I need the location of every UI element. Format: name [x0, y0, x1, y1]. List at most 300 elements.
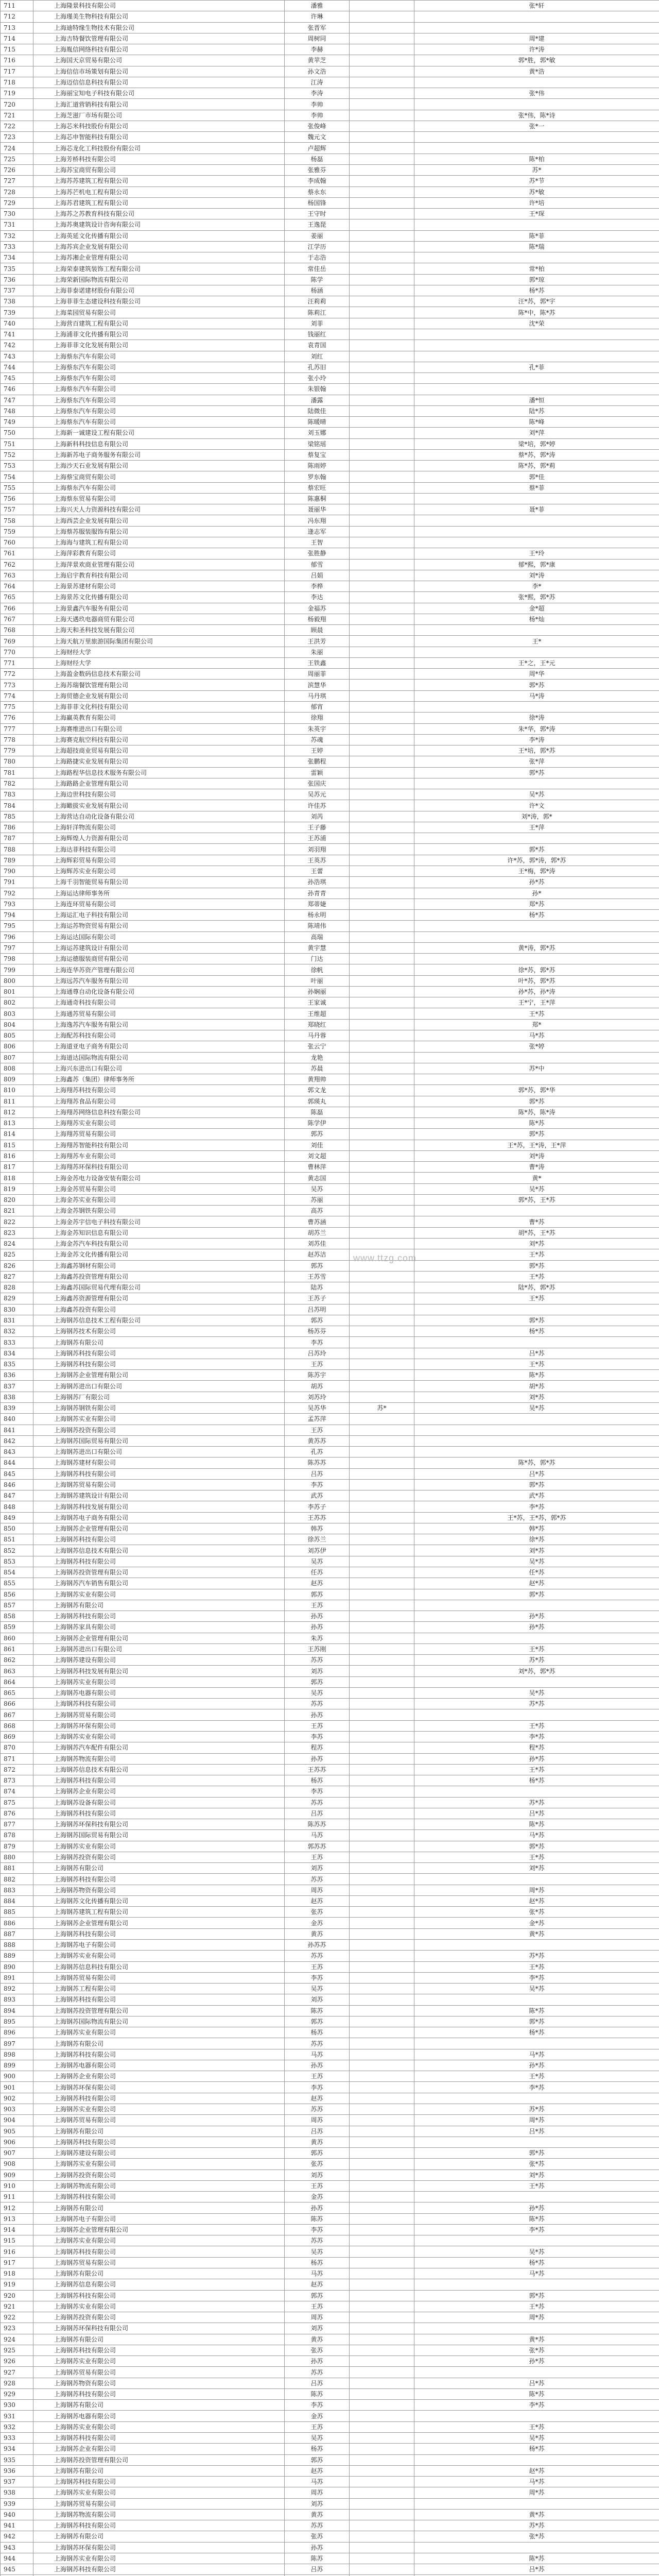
company-name-cell: 上海金苏知识信息有限公司 [33, 1227, 285, 1238]
company-name-cell: 上海钢苏科技有限公司 [33, 2049, 285, 2060]
table-row [1, 197, 659, 208]
row-number-cell: 772 [1, 669, 33, 680]
row-number-cell: 780 [1, 756, 33, 767]
contact-name-cell: 曹苏涵 [285, 1216, 350, 1227]
contact-name-cell: 逢志军 [285, 526, 350, 537]
table-row [1, 1841, 659, 1852]
row-number-cell: 883 [1, 1885, 33, 1895]
table-row [1, 2301, 659, 2312]
extra-name-cell [350, 504, 414, 515]
extra-name-cell [350, 1622, 414, 1633]
company-name-cell: 上海辉彩贸易有限公司 [33, 855, 285, 866]
contact-name-cell: 孙苏 [285, 2202, 350, 2213]
company-name-cell: 上海钢苏企业管理有限公司 [33, 1523, 285, 1534]
row-number-cell: 865 [1, 1687, 33, 1698]
company-name-cell: 上海钢苏环保有限公司 [33, 2542, 285, 2553]
contact-name-cell: 陈苏 [285, 2553, 350, 2564]
extra-name-cell [350, 2323, 414, 2334]
company-name-cell: 上海辉苏实业有限公司 [33, 866, 285, 876]
company-name-cell: 上海菲泰诺建材股份有限公司 [33, 285, 285, 296]
company-name-cell: 上海钢苏投资管理有限公司 [33, 2005, 285, 2016]
related-names-cell: 马*苏 [414, 2477, 659, 2487]
extra-name-cell [350, 1852, 414, 1862]
row-number-cell: 795 [1, 921, 33, 931]
related-names-cell [414, 11, 659, 22]
row-number-cell: 763 [1, 570, 33, 581]
related-names-cell: 陈*苏 [414, 2005, 659, 2016]
contact-name-cell: 朱英宇 [285, 723, 350, 734]
table-row [1, 1731, 659, 1742]
row-number-cell: 869 [1, 1731, 33, 1742]
contact-name-cell: 孙苏 [285, 1622, 350, 1633]
related-names-cell: 吕*苏 [414, 2126, 659, 2137]
related-names-cell [414, 2093, 659, 2104]
row-number-cell: 814 [1, 1129, 33, 1140]
row-number-cell: 724 [1, 143, 33, 154]
row-number-cell: 782 [1, 778, 33, 789]
company-name-cell: 上海兴东进出口有限公司 [33, 1063, 285, 1074]
company-name-cell: 上海钢苏信息技术工程有限公司 [33, 1315, 285, 1326]
contact-name-cell: 江涛 [285, 77, 350, 88]
contact-name-cell: 胡苏兰 [285, 1227, 350, 1238]
related-names-cell: 李*涛 [414, 734, 659, 745]
table-row [1, 1162, 659, 1173]
company-name-cell: 上海钢苏有限公司 [33, 2531, 285, 2542]
related-names-cell [414, 1874, 659, 1885]
contact-name-cell: 金苏 [285, 2192, 350, 2202]
extra-name-cell [350, 1874, 414, 1885]
extra-name-cell [350, 581, 414, 592]
extra-name-cell [350, 1096, 414, 1107]
row-number-cell: 845 [1, 1468, 33, 1479]
table-row [1, 702, 659, 713]
related-names-cell: 郁*熙，郭*康 [414, 559, 659, 570]
extra-name-cell [350, 482, 414, 493]
extra-name-cell [350, 2071, 414, 2082]
related-names-cell: 黄*涛，郭*苏 [414, 942, 659, 953]
company-name-cell: 上海路捷实业发展有限公司 [33, 756, 285, 767]
company-name-cell: 上海钢苏实业有限公司 [33, 2104, 285, 2115]
row-number-cell: 927 [1, 2367, 33, 2378]
company-name-cell: 上海钢苏实业有限公司 [33, 2553, 285, 2564]
table-row [1, 822, 659, 833]
table-row [1, 1655, 659, 1666]
related-names-cell: 吕*苏 [414, 1348, 659, 1359]
contact-name-cell: 李赫 [285, 44, 350, 55]
extra-name-cell [350, 1107, 414, 1117]
row-number-cell: 859 [1, 1622, 33, 1633]
table-row [1, 986, 659, 997]
contact-name-cell: 吴苏 [285, 1984, 350, 1994]
company-name-cell: 上海钢苏企业管理有限公司 [33, 1370, 285, 1381]
table-row [1, 2520, 659, 2531]
contact-name-cell: 刘苏 [285, 2498, 350, 2509]
extra-name-cell [350, 1940, 414, 1951]
related-names-cell: 武*苏 [414, 1490, 659, 1501]
row-number-cell: 745 [1, 373, 33, 384]
contact-name-cell: 李成翰 [285, 176, 350, 187]
related-names-cell: 张*伟，陈*诗 [414, 110, 659, 121]
company-name-cell: 上海翔苏智能科技有限公司 [33, 1140, 285, 1150]
table-row [1, 1918, 659, 1928]
related-names-cell: 王*苏 [414, 2421, 659, 2432]
company-name-cell: 上海钢苏电器有限公司 [33, 2060, 285, 2071]
extra-name-cell [350, 537, 414, 548]
contact-name-cell: 张俊峰 [285, 121, 350, 131]
related-names-cell: 赵*苏 [414, 1895, 659, 1906]
company-name-cell: 上海钢苏科技有限公司 [33, 1348, 285, 1359]
extra-name-cell [350, 22, 414, 33]
row-number-cell: 730 [1, 209, 33, 219]
table-row [1, 2049, 659, 2060]
related-names-cell: 王*梅，郭*涛 [414, 866, 659, 876]
related-names-cell: 杨*苏 [414, 2027, 659, 2038]
extra-name-cell [350, 197, 414, 208]
related-names-cell [414, 143, 659, 154]
table-row [1, 438, 659, 449]
table-row [1, 1479, 659, 1490]
extra-name-cell [350, 209, 414, 219]
contact-name-cell: 孟苏萍 [285, 1414, 350, 1425]
table-row [1, 756, 659, 767]
related-names-cell: 吴*苏 [414, 1403, 659, 1414]
row-number-cell: 732 [1, 230, 33, 241]
extra-name-cell [350, 1052, 414, 1063]
related-names-cell [414, 2454, 659, 2465]
related-names-cell [414, 493, 659, 504]
extra-name-cell [350, 986, 414, 997]
related-names-cell: 刘*苏 [414, 2170, 659, 2180]
related-names-cell: 杨*灿 [414, 614, 659, 624]
table-row [1, 2411, 659, 2421]
row-number-cell: 756 [1, 493, 33, 504]
company-name-cell: 上海钢苏信息技术有限公司 [33, 1545, 285, 1556]
table-row [1, 88, 659, 99]
contact-name-cell: 苏苏 [285, 1797, 350, 1808]
table-row [1, 1107, 659, 1117]
extra-name-cell [350, 1534, 414, 1545]
extra-name-cell [350, 1666, 414, 1676]
row-number-cell: 811 [1, 1096, 33, 1107]
table-row [1, 592, 659, 603]
contact-name-cell: 陈磊 [285, 1107, 350, 1117]
table-row [1, 1666, 659, 1676]
contact-name-cell: 陈暖晴 [285, 417, 350, 428]
row-number-cell: 851 [1, 1534, 33, 1545]
company-name-cell: 上海荣新国际物流有限公司 [33, 274, 285, 285]
row-number-cell: 929 [1, 2388, 33, 2399]
table-row [1, 2268, 659, 2279]
contact-name-cell: 郑蒂婕 [285, 899, 350, 909]
company-name-cell: 上海蔡东汽车有限公司 [33, 395, 285, 405]
row-number-cell: 904 [1, 2115, 33, 2126]
row-number-cell: 933 [1, 2432, 33, 2443]
related-names-cell: 王*之，王*元 [414, 657, 659, 668]
contact-name-cell: 周苏 [285, 2115, 350, 2126]
table-row [1, 1512, 659, 1523]
contact-name-cell: 马丹蓉 [285, 1030, 350, 1041]
company-name-cell: 上海苏之苏教育科技有限公司 [33, 209, 285, 219]
company-name-cell: 上海兴天人力资源科技有限公司 [33, 504, 285, 515]
related-names-cell: 马*苏 [414, 2268, 659, 2279]
row-number-cell: 774 [1, 690, 33, 701]
table-row [1, 2235, 659, 2246]
extra-name-cell [350, 493, 414, 504]
company-name-cell: 上海钢苏有限公司 [33, 2202, 285, 2213]
company-name-cell: 上海钢苏进出口有限公司 [33, 1643, 285, 1654]
extra-name-cell [350, 636, 414, 647]
table-row [1, 636, 659, 647]
table-row [1, 877, 659, 888]
row-number-cell: 815 [1, 1140, 33, 1150]
table-row [1, 1381, 659, 1392]
contact-name-cell: 梁铭瑶 [285, 438, 350, 449]
row-number-cell: 909 [1, 2170, 33, 2180]
row-number-cell: 917 [1, 2257, 33, 2268]
table-row [1, 1282, 659, 1293]
table-body [1, 1, 659, 2576]
contact-name-cell: 赵苏 [285, 2465, 350, 2476]
contact-name-cell: 周丽菲 [285, 669, 350, 680]
related-names-cell: 郭*苏 [414, 1315, 659, 1326]
table-row [1, 77, 659, 88]
related-names-cell [414, 2575, 659, 2576]
table-row [1, 154, 659, 164]
company-name-cell: 上海钢苏实业有限公司 [33, 1414, 285, 1425]
table-row [1, 493, 659, 504]
extra-name-cell [350, 461, 414, 471]
contact-name-cell: 郭文龙 [285, 1085, 350, 1096]
contact-name-cell: 刘苏伊 [285, 1545, 350, 1556]
row-number-cell: 855 [1, 1578, 33, 1589]
extra-name-cell [350, 11, 414, 22]
extra-name-cell [350, 2575, 414, 2576]
extra-name-cell [350, 1019, 414, 1030]
row-number-cell: 767 [1, 614, 33, 624]
extra-name-cell [350, 164, 414, 175]
company-name-cell: 上海运苏建筑设计有限公司 [33, 942, 285, 953]
table-row [1, 844, 659, 855]
company-name-cell: 上海钢苏科技有限公司 [33, 2192, 285, 2202]
related-names-cell [414, 1425, 659, 1435]
extra-name-cell [350, 1720, 414, 1731]
extra-name-cell [350, 723, 414, 734]
row-number-cell: 735 [1, 263, 33, 274]
row-number-cell: 941 [1, 2520, 33, 2531]
extra-name-cell [350, 1326, 414, 1337]
row-number-cell: 749 [1, 417, 33, 428]
company-name-cell: 上海翔苏实业有限公司 [33, 1118, 285, 1129]
row-number-cell: 824 [1, 1239, 33, 1249]
contact-name-cell: 王逸琵 [285, 219, 350, 230]
company-name-cell: 上海道亚电子商务有限公司 [33, 1041, 285, 1052]
table-row [1, 1249, 659, 1260]
extra-name-cell [350, 789, 414, 800]
table-row [1, 2137, 659, 2147]
row-number-cell: 894 [1, 2005, 33, 2016]
row-number-cell: 747 [1, 395, 33, 405]
row-number-cell: 798 [1, 954, 33, 964]
company-name-cell: 上海芯申智能科技有限公司 [33, 132, 285, 143]
company-name-cell: 上海蔡东汽车有限公司 [33, 373, 285, 384]
table-row [1, 526, 659, 537]
table-row [1, 603, 659, 614]
table-row [1, 570, 659, 581]
company-name-cell: 上海钢苏实业有限公司 [33, 1731, 285, 1742]
extra-name-cell [350, 405, 414, 416]
table-row [1, 1326, 659, 1337]
row-number-cell: 758 [1, 515, 33, 526]
related-names-cell: 李*苏 [414, 1501, 659, 1512]
related-names-cell: 郭*苏 [414, 2148, 659, 2159]
table-row [1, 1984, 659, 1994]
table-row [1, 1008, 659, 1019]
extra-name-cell [350, 1490, 414, 1501]
extra-name-cell [350, 888, 414, 899]
contact-name-cell: 吕苏 [285, 1808, 350, 1819]
contact-name-cell: 孙苏 [285, 1753, 350, 1764]
row-number-cell: 817 [1, 1162, 33, 1173]
table-row [1, 1961, 659, 1972]
contact-name-cell: 孙浩琪 [285, 877, 350, 888]
company-name-cell: 上海钢苏有限公司 [33, 2268, 285, 2279]
row-number-cell: 924 [1, 2334, 33, 2345]
company-name-cell: 上海蔡东汽车有限公司 [33, 482, 285, 493]
related-names-cell: 苏*敏 [414, 187, 659, 197]
extra-name-cell [350, 1150, 414, 1161]
row-number-cell: 716 [1, 55, 33, 66]
table-row [1, 734, 659, 745]
company-name-cell: 上海蔡宝商贸有限公司 [33, 471, 285, 482]
row-number-cell: 753 [1, 461, 33, 471]
table-row [1, 2531, 659, 2542]
row-number-cell: 761 [1, 548, 33, 559]
related-names-cell: 李*苏 [414, 2224, 659, 2235]
contact-name-cell: 李苏 [285, 1479, 350, 1490]
row-number-cell [1, 2575, 33, 2576]
table-row [1, 745, 659, 756]
extra-name-cell [350, 1523, 414, 1534]
contact-name-cell: 陆苏 [285, 1282, 350, 1293]
company-name-cell: 上海钢苏贸易有限公司 [33, 1972, 285, 1983]
table-row [1, 1567, 659, 1578]
related-names-cell [414, 1052, 659, 1063]
table-row [1, 1819, 659, 1830]
row-number-cell: 723 [1, 132, 33, 143]
company-name-cell: 上海苏奥建筑设计咨询有限公司 [33, 219, 285, 230]
related-names-cell: 马*苏 [414, 1030, 659, 1041]
contact-name-cell: 王苏 [285, 2421, 350, 2432]
table-row [1, 975, 659, 986]
row-number-cell: 786 [1, 822, 33, 833]
company-name-cell: 上海翔苏车业有限公司 [33, 1150, 285, 1161]
company-name-cell: 上海苏宾企业发展有限公司 [33, 241, 285, 252]
row-number-cell: 920 [1, 2290, 33, 2301]
extra-name-cell [350, 219, 414, 230]
row-number-cell: 816 [1, 1150, 33, 1161]
related-names-cell [414, 2235, 659, 2246]
company-name-cell: 上海瞰拔实业发展有限公司 [33, 800, 285, 811]
company-name-cell: 上海路路企业管理有限公司 [33, 778, 285, 789]
contact-name-cell: 郭苏 [285, 1315, 350, 1326]
table-row [1, 581, 659, 592]
related-names-cell: 苏*苏 [414, 1951, 659, 1961]
company-name-cell: 上海钢苏科技有限公司 [33, 1808, 285, 1819]
row-number-cell: 790 [1, 866, 33, 876]
contact-name-cell: 蔡复宝 [285, 449, 350, 460]
related-names-cell: 苏*苏 [414, 1655, 659, 1666]
table-row [1, 1895, 659, 1906]
extra-name-cell [350, 2049, 414, 2060]
contact-name-cell: 王苏 [285, 1852, 350, 1862]
table-row [1, 1863, 659, 1874]
table-row [1, 110, 659, 121]
extra-name-cell [350, 1129, 414, 1140]
table-row [1, 318, 659, 329]
watermark-text: www.ttzg.com [353, 1253, 417, 1264]
contact-name-cell: 徐翔 [285, 713, 350, 723]
row-number-cell: 725 [1, 154, 33, 164]
row-number-cell: 866 [1, 1699, 33, 1709]
extra-name-cell [350, 2257, 414, 2268]
row-number-cell: 871 [1, 1753, 33, 1764]
table-row [1, 2159, 659, 2170]
company-name-cell: 上海钢苏工程有限公司 [33, 1984, 285, 1994]
related-names-cell: 郭*苏 [414, 767, 659, 778]
related-names-cell: 苏*苏 [414, 1699, 659, 1709]
extra-name-cell [350, 669, 414, 680]
row-number-cell: 932 [1, 2421, 33, 2432]
contact-name-cell: 李苏 [285, 2400, 350, 2411]
company-name-cell: 上海钢苏实业有限公司 [33, 2487, 285, 2498]
contact-name-cell: 陆微佳 [285, 405, 350, 416]
extra-name-cell [350, 2159, 414, 2170]
related-names-cell: 陈*苏，陈*涛 [414, 1107, 659, 1117]
company-name-cell: 上海钢苏建材有限公司 [33, 1458, 285, 1468]
company-name-cell: 上海景苏文化传播有限公司 [33, 592, 285, 603]
row-number-cell: 805 [1, 1030, 33, 1041]
related-names-cell [414, 1074, 659, 1085]
related-names-cell [414, 384, 659, 395]
extra-name-cell [350, 767, 414, 778]
contact-name-cell: 龙艳 [285, 1052, 350, 1063]
row-number-cell: 850 [1, 1523, 33, 1534]
related-names-cell: 蔡*苏，郭*涛 [414, 449, 659, 460]
contact-name-cell: 李苏 [285, 1972, 350, 1983]
extra-name-cell [350, 1282, 414, 1293]
row-number-cell: 712 [1, 11, 33, 22]
contact-name-cell: 金苏 [285, 2411, 350, 2421]
extra-name-cell [350, 2388, 414, 2399]
row-number-cell: 784 [1, 800, 33, 811]
company-name-cell: 上海鑫苏国际贸易代理有限公司 [33, 1282, 285, 1293]
related-names-cell: 孙*苏 [414, 2356, 659, 2367]
company-name-cell: 上海丽宝知电子科技有限公司 [33, 88, 285, 99]
contact-name-cell: 杨涵 [285, 285, 350, 296]
contact-name-cell: 郁宵 [285, 702, 350, 713]
contact-name-cell: 陈惠桐 [285, 493, 350, 504]
extra-name-cell [350, 1304, 414, 1315]
extra-name-cell [350, 1578, 414, 1589]
table-row [1, 1293, 659, 1304]
company-name-cell: 上海蔡东汽车有限公司 [33, 405, 285, 416]
extra-name-cell [350, 154, 414, 164]
company-name-cell: 上海钢苏贸易有限公司 [33, 2115, 285, 2126]
related-names-cell: 苏*节 [414, 176, 659, 187]
table-row [1, 2356, 659, 2367]
row-number-cell: 801 [1, 986, 33, 997]
related-names-cell [414, 515, 659, 526]
